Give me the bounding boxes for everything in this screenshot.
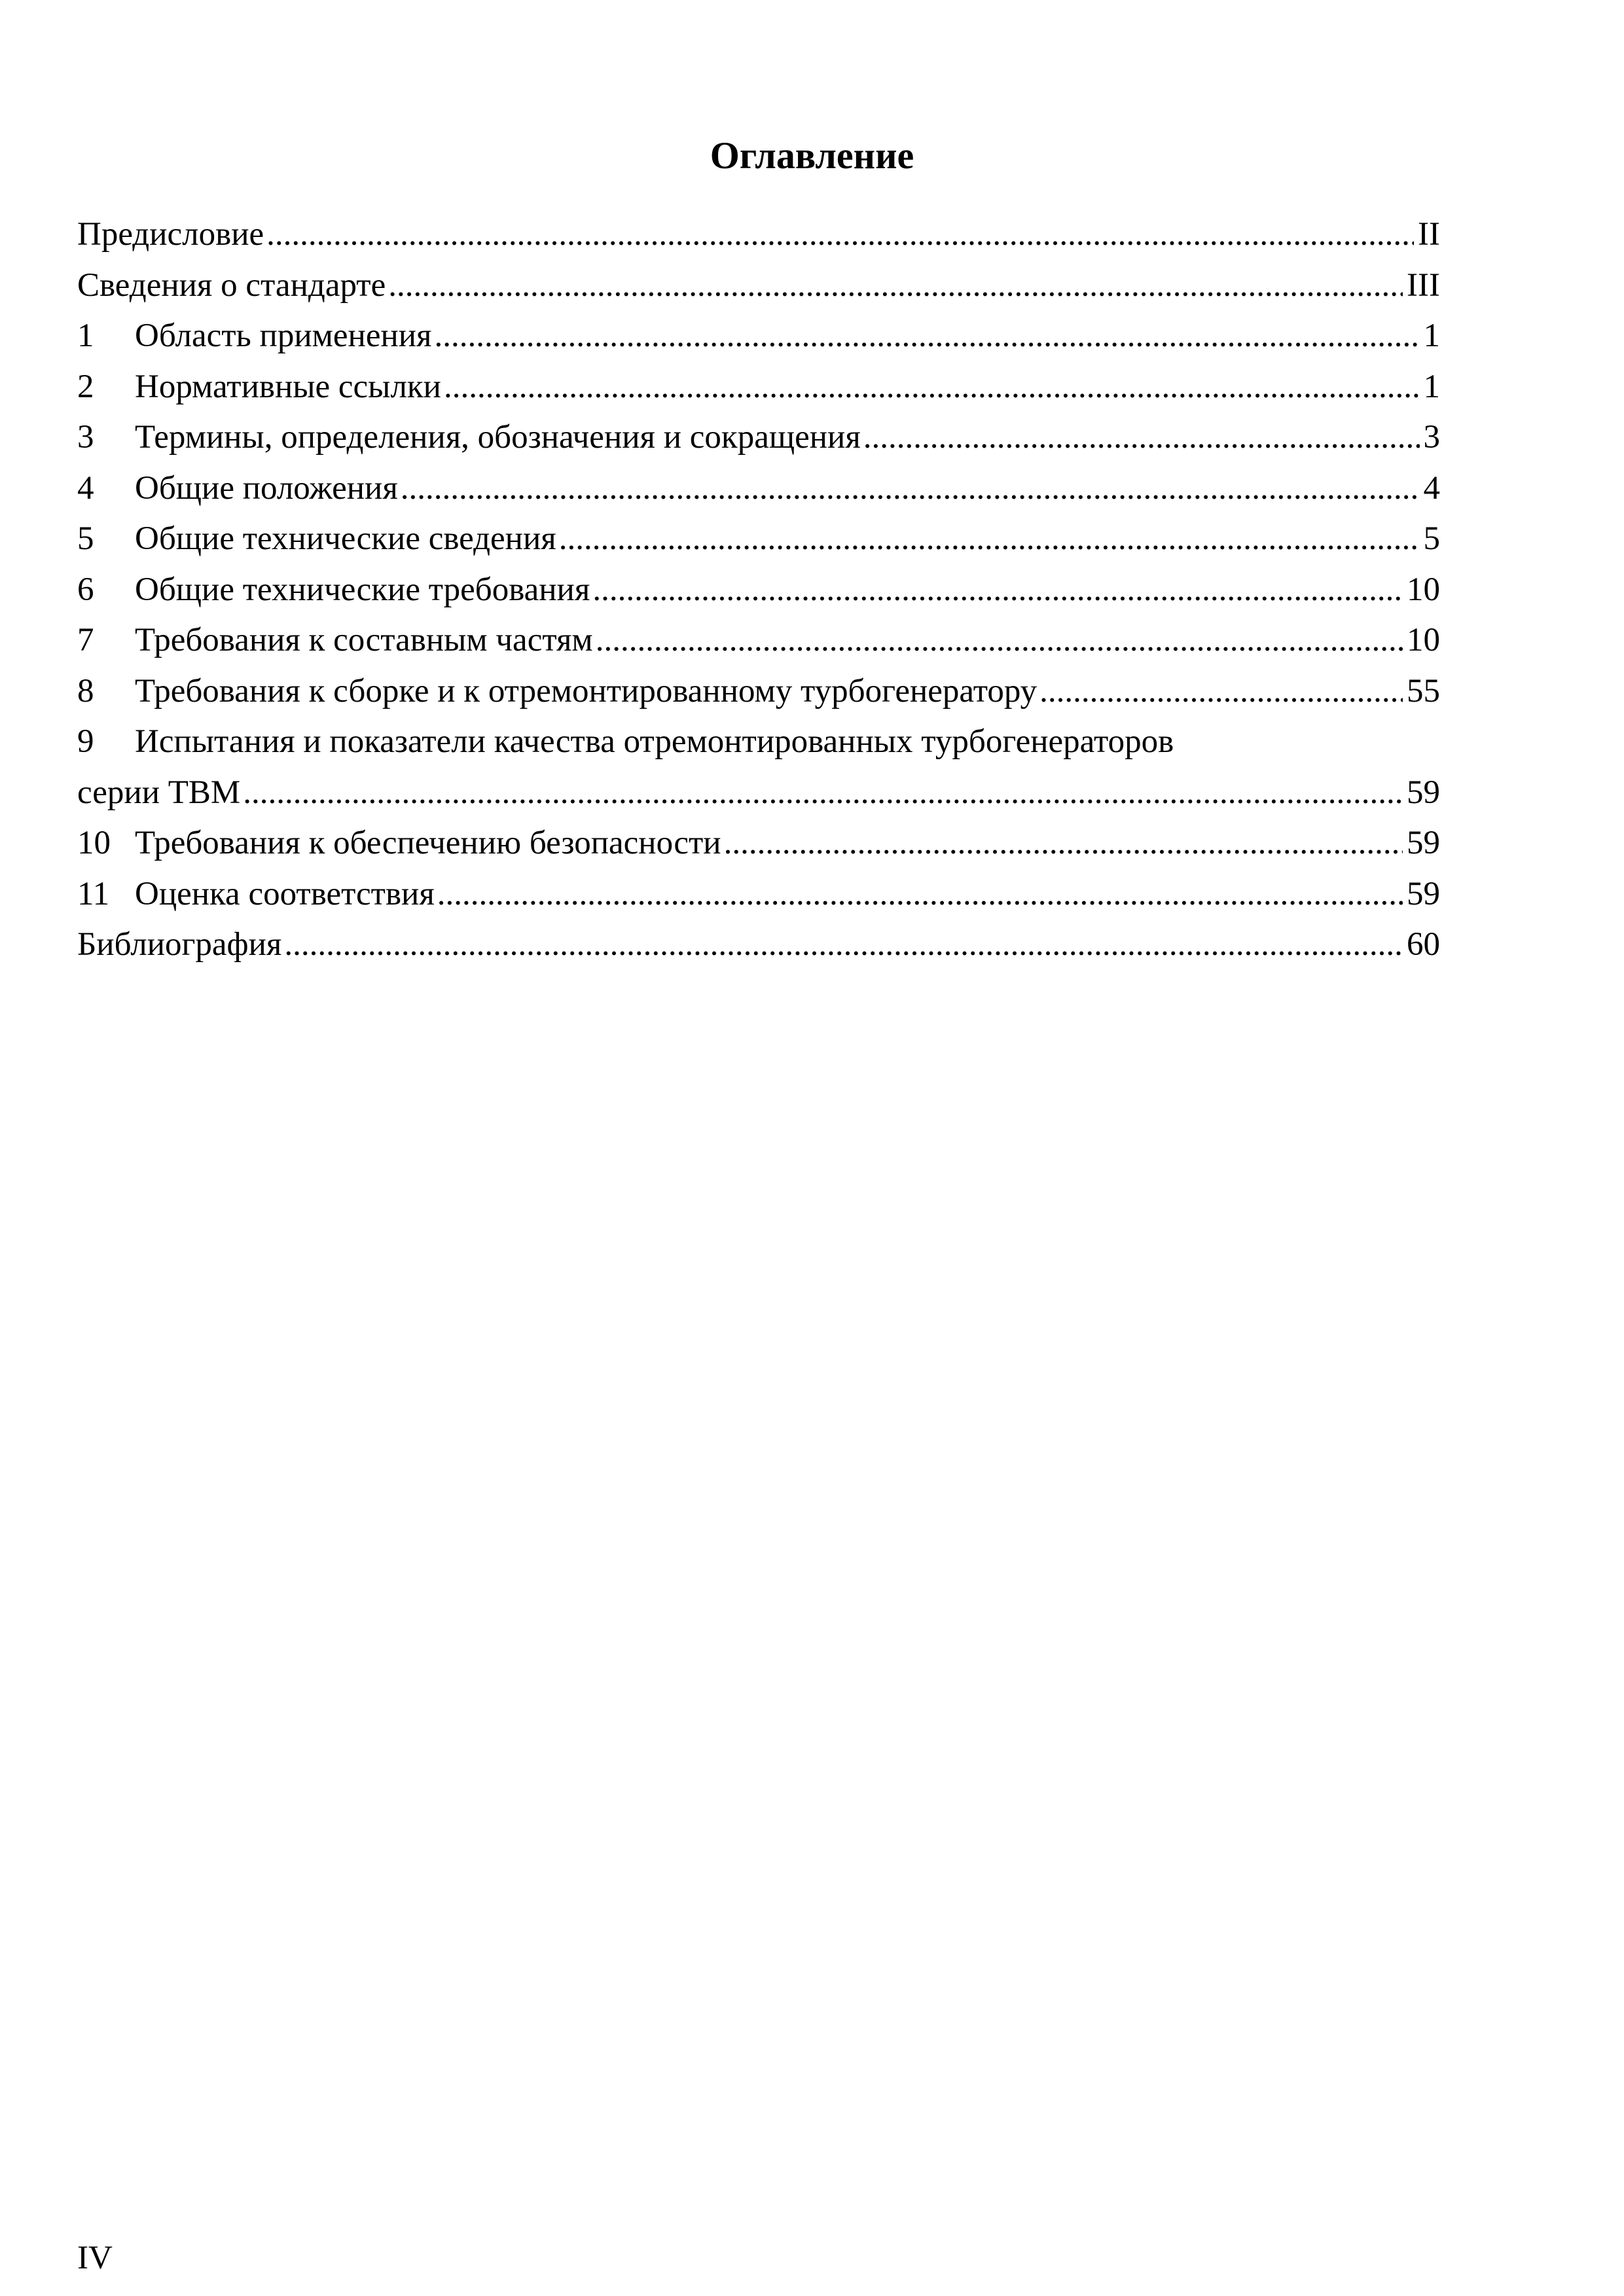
toc-entry-number: 10 bbox=[77, 825, 111, 861]
table-of-contents bbox=[77, 209, 1440, 971]
toc-entry-section-2[interactable] bbox=[77, 362, 1440, 413]
toc-entry-title: Оценка соответствия bbox=[135, 875, 435, 912]
toc-entry-section-4[interactable] bbox=[77, 463, 1440, 514]
toc-entry-section-1[interactable] bbox=[77, 311, 1440, 362]
toc-dot-leader bbox=[401, 463, 1420, 514]
toc-entry-section-10[interactable] bbox=[77, 818, 1440, 869]
toc-entry-title: Общие технические требования bbox=[135, 571, 590, 608]
toc-entry-title: Библиография bbox=[77, 926, 282, 963]
toc-dot-leader bbox=[243, 768, 1403, 819]
toc-entry-title: Общие положения bbox=[135, 469, 398, 507]
toc-entry-title: Предисловие bbox=[77, 216, 264, 253]
toc-dot-leader bbox=[284, 920, 1403, 971]
toc-entry-standard-info[interactable] bbox=[77, 260, 1440, 312]
toc-entry-title: Испытания и показатели качества отремонтированных турбогенераторов bbox=[135, 723, 1174, 760]
toc-entry-number: 11 bbox=[77, 875, 110, 912]
toc-entry-page: 60 bbox=[1407, 926, 1440, 963]
toc-entry-page: II bbox=[1418, 216, 1440, 253]
toc-entry-page: 10 bbox=[1407, 622, 1440, 658]
toc-dot-leader bbox=[444, 362, 1420, 413]
toc-dot-leader bbox=[266, 209, 1414, 260]
toc-entry-section-3[interactable] bbox=[77, 412, 1440, 463]
toc-entry-page: 59 bbox=[1407, 825, 1440, 861]
toc-entry-section-7[interactable] bbox=[77, 615, 1440, 666]
toc-entry-page: 1 bbox=[1423, 368, 1440, 405]
toc-dot-leader bbox=[388, 260, 1403, 312]
toc-entry-page: 3 bbox=[1423, 419, 1440, 456]
toc-entry-page: 55 bbox=[1407, 672, 1440, 709]
toc-entry-page: 1 bbox=[1423, 317, 1440, 354]
toc-entry-section-5[interactable] bbox=[77, 514, 1440, 565]
toc-entry-number: 7 bbox=[77, 622, 94, 658]
toc-entry-page: III bbox=[1407, 266, 1440, 304]
toc-entry-number: 3 bbox=[77, 419, 94, 456]
toc-entry-number: 1 bbox=[77, 317, 94, 354]
toc-entry-section-8[interactable] bbox=[77, 666, 1440, 717]
toc-entry-title: Сведения о стандарте bbox=[77, 266, 386, 304]
toc-entry-title: Требования к сборке и к отремонтированному турбогенератору bbox=[135, 672, 1038, 709]
toc-entry-title: Область применения bbox=[135, 317, 432, 354]
page-number: IV bbox=[77, 2240, 113, 2276]
page-title: Оглавление bbox=[710, 134, 914, 177]
toc-entry-number: 2 bbox=[77, 368, 94, 405]
toc-entry-section-11[interactable] bbox=[77, 869, 1440, 920]
toc-entry-number: 6 bbox=[77, 571, 94, 608]
toc-entry-page: 5 bbox=[1423, 520, 1440, 557]
toc-entry-first-line bbox=[77, 717, 1440, 768]
toc-entry-title: Требования к обеспечению безопасности bbox=[135, 825, 721, 861]
toc-entry-foreword[interactable] bbox=[77, 209, 1440, 260]
toc-entry-page: 4 bbox=[1423, 469, 1440, 507]
toc-entry-bibliography[interactable] bbox=[77, 920, 1440, 971]
toc-dot-leader bbox=[435, 311, 1420, 362]
toc-dot-leader bbox=[437, 869, 1403, 920]
toc-entry-section-6[interactable] bbox=[77, 565, 1440, 616]
toc-entry-page: 59 bbox=[1407, 875, 1440, 912]
toc-entry-title: Общие технические сведения bbox=[135, 520, 556, 557]
toc-dot-leader bbox=[724, 818, 1403, 869]
toc-entry-section-9[interactable] bbox=[77, 717, 1440, 818]
toc-entry-title-continued: серии ТВМ bbox=[77, 774, 241, 811]
toc-entry-number: 9 bbox=[77, 723, 94, 760]
toc-entry-page: 59 bbox=[1407, 774, 1440, 811]
toc-entry-title: Нормативные ссылки bbox=[135, 368, 441, 405]
toc-entry-number: 4 bbox=[77, 469, 94, 507]
toc-dot-leader bbox=[592, 565, 1403, 616]
toc-entry-page: 10 bbox=[1407, 571, 1440, 608]
toc-dot-leader bbox=[863, 412, 1420, 463]
toc-entry-second-line bbox=[77, 768, 1440, 819]
toc-entry-title: Термины, определения, обозначения и сокращения bbox=[135, 419, 861, 456]
toc-dot-leader bbox=[596, 615, 1403, 666]
toc-dot-leader bbox=[1039, 666, 1403, 717]
toc-dot-leader bbox=[559, 514, 1420, 565]
toc-entry-number: 8 bbox=[77, 672, 94, 709]
toc-entry-title: Требования к составным частям bbox=[135, 622, 593, 658]
toc-entry-number: 5 bbox=[77, 520, 94, 557]
